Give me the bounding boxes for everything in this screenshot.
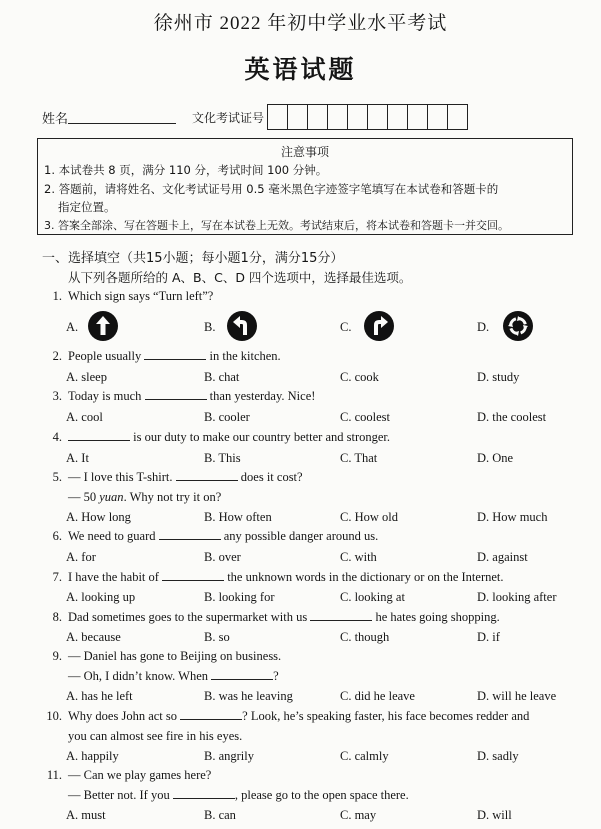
option-b[interactable]: B. — [204, 320, 216, 334]
option-d[interactable]: D. will — [477, 808, 512, 822]
id-digit-cell[interactable] — [327, 104, 348, 130]
answer-blank — [176, 470, 238, 481]
question-number: 4. — [52, 430, 62, 444]
option-b[interactable]: B. cooler — [204, 410, 250, 424]
option-c[interactable]: C. That — [340, 451, 378, 465]
question-text: , please go to the open space there. — [234, 788, 409, 802]
question-text: People usually — [68, 349, 142, 363]
option-a[interactable]: A. sleep — [66, 370, 107, 384]
question-9-line-2 — [68, 669, 279, 684]
answer-blank — [180, 709, 242, 720]
question-5 — [40, 470, 303, 485]
subject-title: 英语试题 — [244, 55, 357, 84]
option-c[interactable]: C. though — [340, 630, 390, 644]
id-digit-cell[interactable] — [267, 104, 288, 130]
option-d[interactable]: D. the coolest — [477, 410, 547, 424]
option-a[interactable]: A. — [66, 320, 79, 334]
option-c[interactable]: C. calmly — [340, 749, 389, 763]
question-4 — [40, 430, 390, 445]
option-d[interactable]: D. looking after — [477, 590, 557, 604]
option-a[interactable]: A. must — [66, 808, 106, 822]
id-digit-cell[interactable] — [407, 104, 428, 130]
answer-blank — [68, 430, 130, 441]
question-number: 2. — [52, 349, 62, 363]
question-text: in the kitchen. — [209, 349, 281, 363]
option-a[interactable]: A. It — [66, 451, 89, 465]
id-digit-cell[interactable] — [447, 104, 468, 130]
option-c[interactable]: C. may — [340, 808, 377, 822]
question-text: than yesterday. Nice! — [209, 389, 316, 403]
question-10 — [40, 709, 529, 724]
option-c[interactable]: C. did he leave — [340, 689, 415, 703]
option-d[interactable]: D. will he leave — [477, 689, 557, 703]
question-11-line-2 — [68, 788, 409, 803]
question-text: does it cost? — [240, 470, 303, 484]
name-field[interactable] — [68, 110, 176, 124]
question-2 — [40, 349, 281, 364]
question-number: 7. — [52, 570, 62, 584]
option-a[interactable]: A. looking up — [66, 590, 136, 604]
option-b[interactable]: B. angrily — [204, 749, 254, 763]
option-d[interactable]: D. sadly — [477, 749, 519, 763]
question-number: 3. — [52, 389, 62, 403]
option-b[interactable]: B. chat — [204, 370, 240, 384]
question-number: 8. — [52, 610, 62, 624]
section-instruction: 从下列各题所给的 A、B、C、D 四个选项中，选择最佳选项。 — [68, 270, 412, 285]
question-text: ? — [273, 669, 279, 683]
question-7 — [40, 570, 504, 585]
id-label: 文化考试证号 — [192, 110, 265, 125]
question-3 — [40, 389, 315, 404]
option-d[interactable]: D. How much — [477, 510, 548, 524]
id-digit-cell[interactable] — [347, 104, 368, 130]
answer-blank — [162, 570, 224, 581]
option-d[interactable]: D. against — [477, 550, 528, 564]
question-text: is our duty to make our country better and stronger. — [133, 430, 391, 444]
answer-blank — [145, 389, 207, 400]
candidate-info-line — [42, 104, 468, 130]
question-text: yuan — [99, 490, 124, 504]
question-text: the unknown words in the dictionary or on the Internet. — [227, 570, 504, 584]
question-text: ? Look, he’s speaking faster, his face becomes redder and — [242, 709, 530, 723]
option-a[interactable]: A. because — [66, 630, 121, 644]
question-6 — [40, 529, 378, 544]
answer-blank — [159, 529, 221, 540]
question-text: Which sign says “Turn left”? — [68, 289, 214, 303]
notice-line: 指定位置。 — [58, 200, 116, 214]
question-text: — Can we play games here? — [68, 768, 212, 782]
option-a[interactable]: A. has he left — [66, 689, 133, 703]
question-number: 9. — [52, 649, 62, 663]
question-number: 1. — [52, 289, 62, 303]
notice-line: 3. 答案全部涂、写在答题卡上，写在本试卷上无效。考试结束后，将本试卷和答题卡一并交回。 — [44, 219, 509, 232]
option-b[interactable]: B. over — [204, 550, 241, 564]
question-number: 11. — [46, 768, 62, 782]
option-a[interactable]: A. How long — [66, 510, 131, 524]
answer-blank — [310, 610, 372, 621]
name-label: 姓名 — [42, 110, 69, 126]
exam-title: 徐州市 2022 年初中学业水平考试 — [153, 13, 448, 34]
question-text: he hates going shopping. — [375, 610, 500, 624]
question-text: — I love this T-shirt. — [68, 470, 173, 484]
question-text: — Oh, I didn’t know. When — [68, 669, 209, 683]
question-11 — [40, 768, 211, 783]
option-d[interactable]: D. — [477, 320, 490, 334]
question-10-line-2: you can almost see fire in his eyes. — [68, 729, 243, 743]
question-text: Dad sometimes goes to the supermarket with us — [68, 610, 308, 624]
option-a[interactable]: A. for — [66, 550, 96, 564]
section-heading: 一、选择填空（共15小题；每小题1分，满分15分） — [42, 251, 344, 266]
question-text: — Daniel has gone to Beijing on business. — [68, 649, 282, 663]
turn-left-sign-icon — [227, 311, 257, 341]
option-b[interactable]: B. looking for — [204, 590, 275, 604]
roundabout-sign-icon — [503, 311, 533, 341]
question-text: — Better not. If you — [68, 788, 170, 802]
question-number: 6. — [52, 529, 62, 543]
arrow-up-sign-icon — [88, 311, 118, 341]
option-c[interactable]: C. cook — [340, 370, 379, 384]
question-9 — [40, 649, 281, 664]
id-digit-cell[interactable] — [427, 104, 448, 130]
option-b[interactable]: B. can — [204, 808, 236, 822]
question-text: — 50 — [68, 490, 100, 504]
option-b[interactable]: B. so — [204, 630, 230, 644]
option-c[interactable]: C. looking at — [340, 590, 405, 604]
id-digit-cell[interactable] — [287, 104, 308, 130]
option-c[interactable]: C. coolest — [340, 410, 390, 424]
question-text: . Why not try it on? — [123, 490, 222, 504]
question-1 — [40, 289, 213, 304]
option-b[interactable]: B. This — [204, 451, 241, 465]
question-5-line-2 — [68, 490, 221, 505]
answer-blank — [144, 349, 206, 360]
question-text: Why does John act so — [68, 709, 178, 723]
id-digit-cell[interactable] — [307, 104, 328, 130]
option-c[interactable]: C. with — [340, 550, 377, 564]
notice-title: 注意事项 — [280, 145, 329, 159]
id-number-grid[interactable] — [268, 104, 468, 130]
option-a[interactable]: A. happily — [66, 749, 119, 763]
option-d[interactable]: D. study — [477, 370, 520, 384]
notice-box — [37, 138, 573, 235]
question-8 — [40, 610, 500, 625]
option-c[interactable]: C. How old — [340, 510, 398, 524]
id-digit-cell[interactable] — [367, 104, 388, 130]
question-text: Today is much — [68, 389, 142, 403]
question-text: I have the habit of — [68, 570, 159, 584]
option-c[interactable]: C. — [340, 320, 352, 334]
option-b[interactable]: B. How often — [204, 510, 272, 524]
option-b[interactable]: B. was he leaving — [204, 689, 293, 703]
question-number: 10. — [46, 709, 62, 723]
answer-blank — [211, 669, 273, 680]
option-d[interactable]: D. One — [477, 451, 514, 465]
answer-blank — [173, 788, 235, 799]
notice-line: 1. 本试卷共 8 页，满分 110 分，考试时间 100 分钟。 — [44, 163, 328, 177]
option-d[interactable]: D. if — [477, 630, 500, 644]
question-text: any possible danger around us. — [223, 529, 379, 543]
turn-right-sign-icon — [364, 311, 394, 341]
option-a[interactable]: A. cool — [66, 410, 103, 424]
notice-line: 2. 答题前，请将姓名、文化考试证号用 0.5 毫米黑色字迹签字笔填写在本试卷和答题卡的 — [44, 182, 499, 196]
question-number: 5. — [52, 470, 62, 484]
question-text: We need to guard — [68, 529, 156, 543]
id-digit-cell[interactable] — [387, 104, 408, 130]
